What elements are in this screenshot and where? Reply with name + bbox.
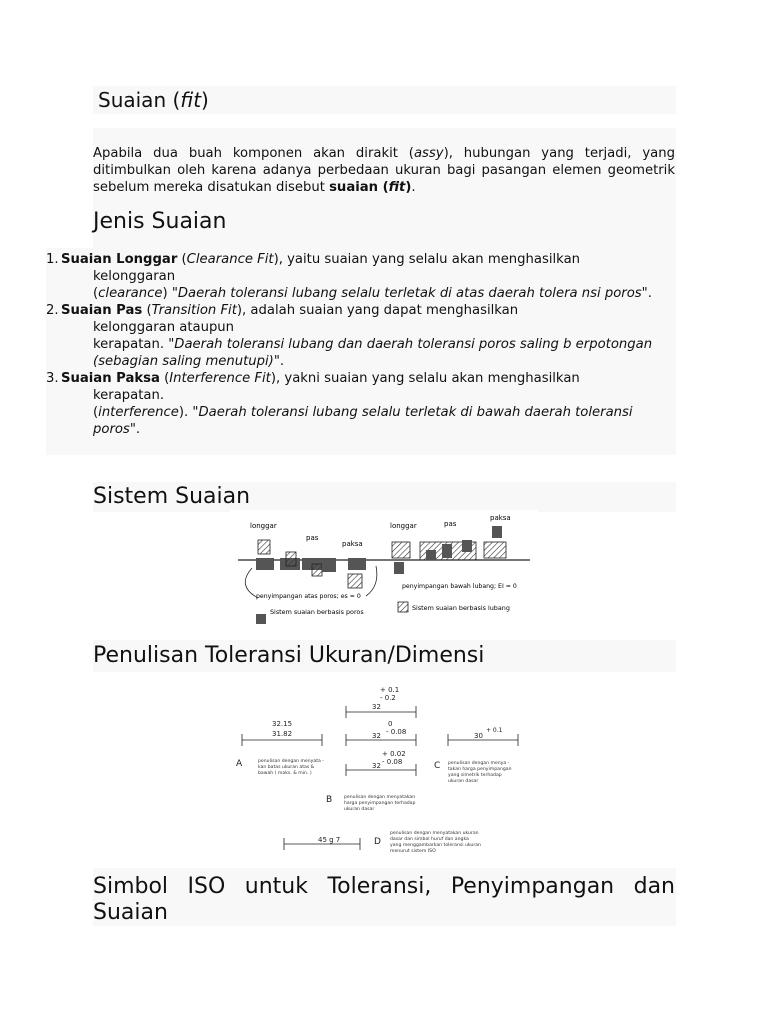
dim2-upper: 0 bbox=[388, 720, 393, 728]
legend-sistem-lubang: Sistem suaian berbasis lubang bbox=[412, 604, 510, 612]
dim1-lower: - 0.2 bbox=[380, 694, 396, 702]
list-item-pas: 2. Suaian Pas (Transition Fit), adalah suaian yang dapat menghasilkan kelonggaran ataupun kerapatan. "Daerah toleransi lubang dan daerah toleransi poros saling b erpotongan (sebagian saling menutupi)". bbox=[46, 303, 653, 369]
sistem-suaian-figure bbox=[230, 510, 538, 628]
list-item-paksa: 3. Suaian Paksa (Interference Fit), yakni suaian yang selalu akan menghasilkan kerapatan. (interference). "Daerah toleransi lubang selalu terletak di bawah daerah toleransi poros". bbox=[46, 371, 633, 437]
label-paksa-right: paksa bbox=[490, 514, 511, 522]
text-c-line: ukuran dasar bbox=[448, 779, 479, 784]
label-a: A bbox=[236, 759, 243, 769]
list-item-longgar: 1. Suaian Longgar (Clearance Fit), yaitu suaian yang selalu akan menghasilkan kelonggaran (clearance) "Daerah toleransi lubang selalu terletak di atas daerah tolera nsi poros". bbox=[46, 252, 652, 301]
penulisan-heading: Penulisan Toleransi Ukuran/Dimensi bbox=[93, 643, 485, 668]
label-paksa-left: paksa bbox=[342, 540, 363, 548]
legend-sistem-poros: Sistem suaian berbasis poros bbox=[270, 608, 364, 616]
dim-c-deviation: + 0.1 bbox=[486, 727, 503, 734]
text-d-line: dasar dan simbol huruf dan angka bbox=[390, 837, 469, 842]
label-longgar-left: longgar bbox=[250, 522, 277, 530]
text-b-line: ukuran dasar bbox=[344, 807, 375, 812]
text-c-line: penulisan dengan menya - bbox=[448, 761, 510, 766]
label-c: C bbox=[434, 761, 441, 771]
text-a-line: bawah ( maks. & min. ) bbox=[258, 771, 312, 776]
dim-c-nominal: 30 bbox=[474, 732, 483, 740]
dim-a-max: 32.15 bbox=[272, 720, 293, 728]
dim3-nominal: 32 bbox=[372, 762, 381, 770]
intro-paragraph: Apabila dua buah komponen akan dirakit (assy), hubungan yang terjadi, yang ditimbulkan oleh karena adanya perbedaan ukuran bagi pasangan elemen geometrik sebelum mereka disatukan disebut suaian (fit). bbox=[93, 146, 675, 195]
text-a-line: penulisan dengan menyata - bbox=[258, 759, 324, 764]
text-c-line: yang simetrik terhadap bbox=[448, 773, 502, 778]
sistem-diagram bbox=[230, 510, 538, 628]
penulisan-figure bbox=[230, 682, 538, 860]
jenis-heading: Jenis Suaian bbox=[93, 209, 227, 234]
penulisan-diagram bbox=[230, 682, 538, 860]
dim2-lower: - 0.08 bbox=[386, 728, 407, 736]
text-d-line: yang menggambarkan toleransi ukuran bbox=[390, 843, 481, 848]
label-b: B bbox=[326, 795, 333, 805]
text-c-line: takan harga penyimpangan bbox=[448, 767, 512, 772]
label-pas-right: pas bbox=[444, 520, 457, 528]
dim3-lower: - 0.08 bbox=[382, 758, 403, 766]
annotation-penyimpangan-bawah: penyimpangan bawah lubang; EI = 0 bbox=[402, 583, 517, 590]
text-a-line: kan batas ukuran atas & bbox=[258, 765, 315, 770]
text-b-line: harga penyimpangan terhadap bbox=[344, 801, 416, 806]
dim2-nominal: 32 bbox=[372, 732, 381, 740]
dim1-upper: + 0.1 bbox=[380, 686, 400, 694]
dim1-nominal: 32 bbox=[372, 703, 381, 711]
sistem-heading: Sistem Suaian bbox=[93, 484, 251, 509]
text-b-line: penulisan dengan menyatakan bbox=[344, 795, 416, 800]
dim3-upper: + 0.02 bbox=[382, 750, 406, 758]
dim-a-min: 31.82 bbox=[272, 730, 293, 738]
label-d: D bbox=[374, 837, 381, 847]
text-d-line: penulisan dengan menyatakan ukuran bbox=[390, 831, 479, 836]
label-pas-left: pas bbox=[306, 534, 319, 542]
annotation-penyimpangan-atas: penyimpangan atas poros; es = 0 bbox=[256, 593, 361, 600]
simbol-heading: Simbol ISO untuk Toleransi, Penyimpangan dan Suaian bbox=[93, 874, 675, 925]
text-d-line: menurut sistem ISO bbox=[390, 849, 436, 854]
label-longgar-right: longgar bbox=[390, 522, 417, 530]
jenis-list bbox=[46, 251, 676, 438]
dim-d-iso: 45 g 7 bbox=[318, 836, 341, 844]
page-title: Suaian (fit) bbox=[98, 88, 209, 112]
